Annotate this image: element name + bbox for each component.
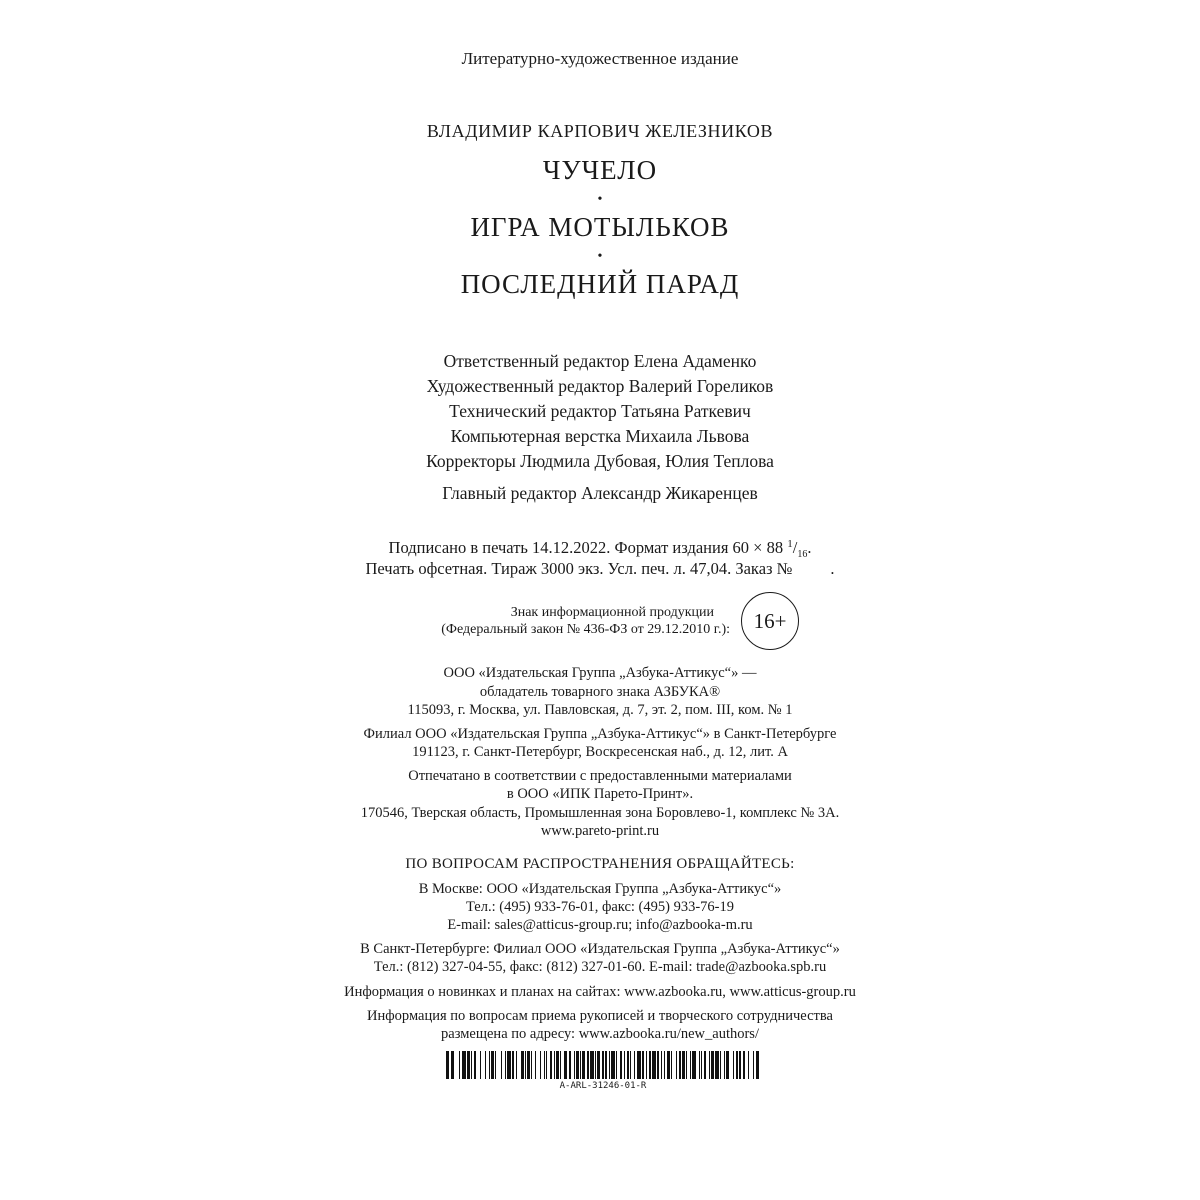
age-rating-label: 16+ <box>753 608 787 633</box>
info-product-sign <box>380 604 730 638</box>
info-sign-law: (Федеральный закон № 436-ФЗ от 29.12.2010 г.): <box>441 622 730 637</box>
book-title-2: ИГРА МОТЫЛЬКОВ <box>470 212 730 242</box>
barcode <box>446 1051 760 1079</box>
publisher-branch-address: 191123, г. Санкт-Петербург, Воскресенская наб., д. 12, лит. А <box>412 744 788 760</box>
title-separator-bullet: • <box>597 249 603 264</box>
format-fraction-slash: / <box>792 538 798 557</box>
publisher-line: обладатель товарного знака АЗБУКА® <box>479 684 721 700</box>
credit-proofreaders: Корректоры Людмила Дубовая, Юлия Теплова <box>426 451 774 471</box>
distribution-heading: ПО ВОПРОСАМ РАСПРОСТРАНЕНИЯ ОБРАЩАЙТЕСЬ: <box>405 856 795 872</box>
credit-responsible-editor: Ответственный редактор Елена Адаменко <box>443 351 757 371</box>
book-title-3: ПОСЛЕДНИЙ ПАРАД <box>460 269 740 299</box>
printer-address: 170546, Тверская область, Промышленная зона Боровлево-1, комплекс № 3А. <box>360 805 840 821</box>
book-title-1: ЧУЧЕЛО <box>542 155 658 185</box>
distribution-moscow-email: E-mail: sales@atticus-group.ru; info@azbooka-m.ru <box>447 917 753 933</box>
publisher-branch: Филиал ООО «Издательская Группа „Азбука-Аттикус“» в Санкт-Петербурге <box>363 726 837 742</box>
format-fraction-numerator: 1 <box>787 538 793 550</box>
credit-layout: Компьютерная верстка Михаила Львова <box>450 426 750 446</box>
author-name: ВЛАДИМИР КАРПОВИЧ ЖЕЛЕЗНИКОВ <box>426 121 774 141</box>
distribution-moscow-phone: Тел.: (495) 933-76-01, факс: (495) 933-76-19 <box>466 899 734 915</box>
printer-name: в ООО «ИПК Парето-Принт». <box>506 786 694 802</box>
format-fraction-denominator: 16 <box>797 549 808 560</box>
info-sign-label: Знак информационной продукции <box>510 605 714 620</box>
printer-line: Отпечатано в соответствии с предоставленными материалами <box>408 768 792 784</box>
print-signed-format: Подписано в печать 14.12.2022. Формат издания 60 × 88 <box>388 538 788 557</box>
credit-art-editor: Художественный редактор Валерий Гореликов <box>426 376 774 396</box>
manuscripts-info: Информация по вопросам приема рукописей и творческого сотрудничества <box>367 1008 833 1024</box>
distribution-spb: В Санкт-Петербурге: Филиал ООО «Издательская Группа „Азбука-Аттикус“» <box>360 941 840 957</box>
printer-website: www.pareto-print.ru <box>540 823 660 839</box>
distribution-moscow: В Москве: ООО «Издательская Группа „Азбука-Аттикус“» <box>418 881 782 897</box>
news-websites-info: Информация о новинках и планах на сайтах: www.azbooka.ru, www.atticus-group.ru <box>344 984 856 1000</box>
edition-type: Литературно-художественное издание <box>461 49 739 68</box>
print-info-line-2 <box>0 559 1200 579</box>
publisher-address: 115093, г. Москва, ул. Павловская, д. 7, эт. 2, пом. III, ком. № 1 <box>407 702 793 718</box>
chief-editor: Главный редактор Александр Жикаренцев <box>442 483 758 503</box>
barcode-label: A-ARL-31246-01-R <box>559 1081 647 1091</box>
credit-technical-editor: Технический редактор Татьяна Раткевич <box>449 401 751 421</box>
print-line1-end: . <box>807 538 812 557</box>
manuscripts-address: размещена по адресу: www.azbooka.ru/new_authors/ <box>441 1026 759 1042</box>
publisher-line: ООО «Издательская Группа „Азбука-Аттикус“» — <box>443 665 757 681</box>
age-rating-badge <box>741 592 799 650</box>
print-line2-end: . <box>830 559 835 578</box>
title-separator-bullet: • <box>597 192 603 207</box>
print-info-line-1 <box>0 538 1200 560</box>
distribution-spb-contacts: Тел.: (812) 327-04-55, факс: (812) 327-01-60. E-mail: trade@azbooka.spb.ru <box>373 959 827 975</box>
print-run-order: Печать офсетная. Тираж 3000 экз. Усл. печ. л. 47,04. Заказ № <box>365 559 793 578</box>
